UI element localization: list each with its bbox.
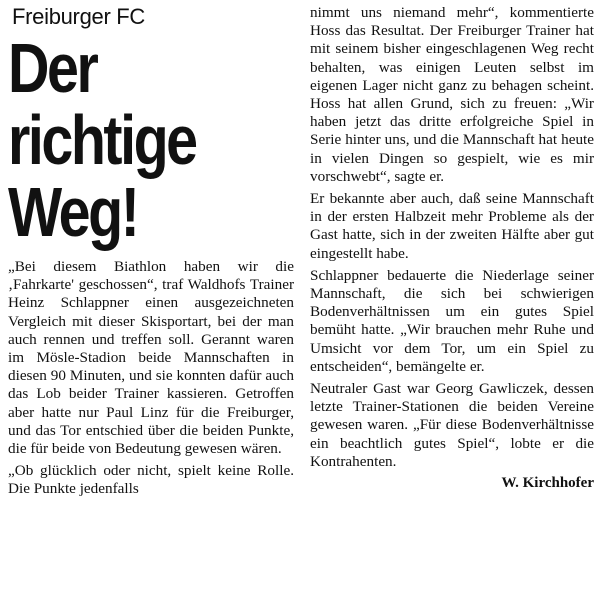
headline-line: Der xyxy=(8,29,97,107)
headline xyxy=(8,29,243,251)
right-column xyxy=(310,4,594,492)
headline-line: Weg! xyxy=(8,173,138,251)
paragraph: Schlappner bedauerte die Niederlage seiner Mannschaft, die sich bei schwierigen Bodenverhältnissen um ein gutes Spiel bemüht hatte. „Wir brauchen mehr Ruhe und Umsicht vor dem Tor, um ein Spiel zu entscheiden“, bemängelte er. xyxy=(310,266,594,375)
paragraph: nimmt uns niemand mehr“, kommentierte Hoss das Resultat. Der Freiburger Trainer hat mit seinem bisher eingeschlagenen Weg recht behalten, was einigen Leuten selbst im eigenen Lager nicht ganz zu behagen scheint. Hoss hat allen Grund, sich zu freuen: „Wir haben jetzt das dritte erfolgreiche Spiel in Serie hinter uns, und die Mannschaft hat heute in vielen Dingen so gespielt, wie es mir vorschwebt“, sagte er. xyxy=(310,4,594,185)
paragraph: Neutraler Gast war Georg Gawliczek, dessen letzte Trainer-Stationen die beiden Vereine gewesen waren. „Für diese Bodenverhältnisse ein beachtlich gutes Spiel“, lobte er die Kontrahenten. xyxy=(310,380,594,470)
kicker: Freiburger FC xyxy=(12,4,146,29)
body-right xyxy=(310,4,594,471)
author-signature: W. Kirchhofer xyxy=(501,475,594,492)
paragraph: „Ob glücklich oder nicht, spielt keine Rolle. Die Punkte jedenfalls xyxy=(8,462,294,498)
headline-line: richtige xyxy=(8,101,196,179)
paragraph: Er bekannte aber auch, daß seine Mannschaft in der ersten Halbzeit mehr Probleme als der Gast hatte, sich in der zweiten Hälfte aber gut eingestellt habe. xyxy=(310,190,594,262)
left-column xyxy=(8,4,294,503)
body-left xyxy=(8,258,294,499)
paragraph: „Bei diesem Biathlon haben wir die ‚Fahrkarte' geschossen“, traf Waldhofs Trainer Heinz Schlappner einen ausgezeichneten Vergleich mit dieser Skisportart, bei der man auch rennen und treffen soll. Gerannt waren im Mösle-Stadion beide Mannschaften in diesen 90 Minuten, und sie konnten dafür auch das Lob beider Trainer kassieren. Getroffen aber hatte nur Paul Linz für die Freiburger, und das Tor entschied über die beiden Punkte, die für beide von Bedeutung gewesen wären. xyxy=(8,258,294,458)
